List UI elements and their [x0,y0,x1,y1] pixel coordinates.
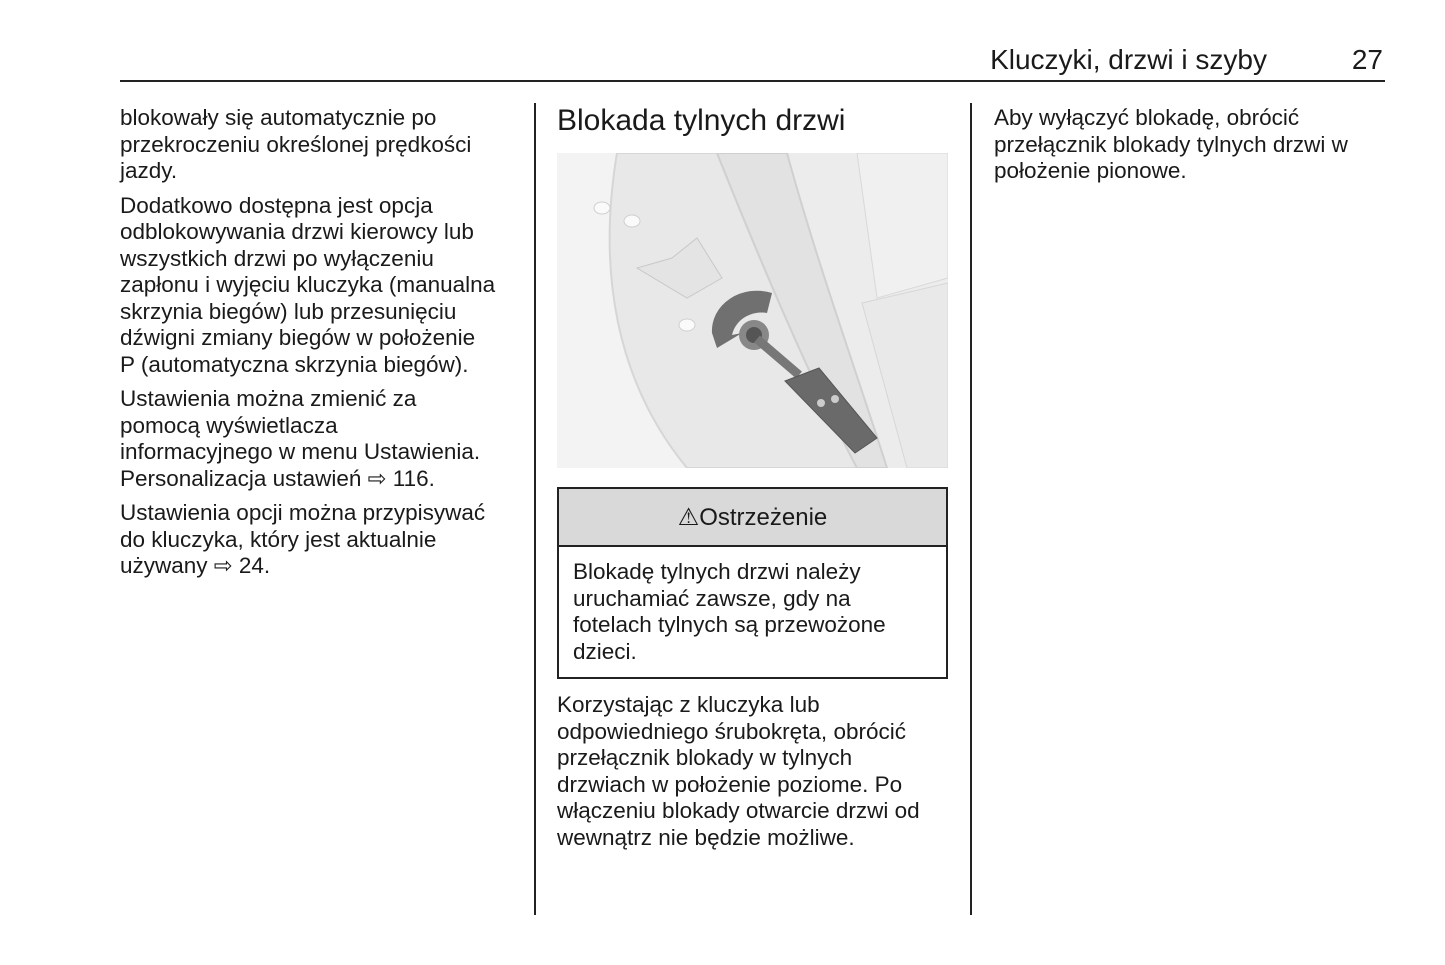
text-line: informacyjnego w menu Ustawienia. [120,439,481,464]
text-line: wewnątrz nie będzie możliwe. [557,824,855,850]
left-column [120,105,495,588]
middle-paragraph [557,692,920,851]
page-reference-link[interactable]: używany ⇨ 24. [120,553,271,578]
warning-text [559,547,946,677]
text-line: wszystkich drzwi po wyłączeniu [120,245,434,271]
text-line: Korzystając z kluczyka lub [557,692,820,717]
text-line: blokowały się automatycznie po [120,105,437,130]
paragraph [120,105,495,185]
text-line: Ustawienia można zmienić za [120,386,417,411]
section-heading: Blokada tylnych drzwi [557,104,846,137]
text-line: dzieci. [573,638,637,664]
text-line: do kluczyka, który jest aktualnie [120,526,437,552]
text-line: pomocą wyświetlacza [120,412,338,438]
paragraph [120,386,495,492]
text-line: uruchamiać zawsze, gdy na [573,585,851,611]
text-line: drzwiach w położenie poziome. Po [557,771,903,797]
warning-box [557,487,948,679]
text-line: Dodatkowo dostępna jest opcja [120,192,433,218]
text-line: odblokowywania drzwi kierowcy lub [120,219,474,244]
text-line: jazdy. [120,158,178,183]
column-divider [534,103,536,915]
text-line: przełącznik blokady w tylnych [557,745,853,770]
header-rule [120,80,1385,82]
text-line: Ustawienia opcji można przypisywać [120,500,486,525]
text-line: P (automatyczna skrzynia biegów). [120,351,469,377]
page-number: 27 [1351,44,1383,75]
section-title: Kluczyki, drzwi i szyby [990,44,1267,75]
text-line: przekroczeniu określonej prędkości [120,131,472,157]
text-line: włączeniu blokady otwarcie drzwi od [557,798,920,823]
text-line: skrzynia biegów) lub przesunięciu [120,298,457,324]
warning-title: ⚠Ostrzeżenie [559,489,946,547]
text-line: położenie pionowe. [994,158,1187,183]
text-line: dźwigni zmiany biegów w położenie [120,325,476,350]
rear-door-lock-illustration [557,153,948,468]
paragraph [120,193,495,379]
column-divider [970,103,972,915]
text-line: fotelach tylnych są przewożone [573,612,886,637]
text-line: zapłonu i wyjęciu kluczyka (manualna [120,272,496,297]
text-line: przełącznik blokady tylnych drzwi w [994,131,1348,157]
paragraph [120,500,495,580]
page-reference-link[interactable]: Personalizacja ustawień ⇨ 116. [120,465,435,491]
text-line: odpowiedniego śrubokręta, obrócić [557,718,906,744]
text-line: Aby wyłączyć blokadę, obrócić [994,105,1300,130]
right-paragraph [994,105,1348,185]
text-line: Blokadę tylnych drzwi należy [573,559,861,584]
